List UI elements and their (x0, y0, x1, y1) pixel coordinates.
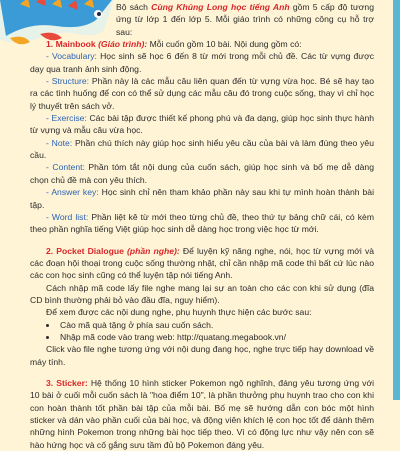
step-text: Click vào file nghe tương ứng với nội dung đang học, nghe trực tiếp hay download về máy tính. (30, 344, 374, 367)
item3-number: 3. (46, 377, 54, 388)
item1-subtitle: (Giáo trình): (98, 39, 148, 50)
item2-steps (30, 319, 374, 344)
item3-paragraph (30, 377, 374, 451)
feature-label: - Exercise: (46, 113, 87, 124)
feature-text: Phần này là các mẫu câu liên quan đến từ vựng vừa học. Bé sẽ hay tạo ra các tình huống để con có thể sử dụng các mẫu câu đó trong cuộc sống, thay vì chỉ học lý thuyết trên sách vở. (30, 76, 374, 111)
item2-para3: Để xem được các nội dung nghe, phụ huynh thực hiện các bước sau: (46, 307, 312, 318)
feature-text: Phần tóm tắt nội dung của cuốn sách, giúp học sinh và bố mẹ dễ dàng chọn chủ đề mà con yêu thích. (30, 162, 374, 185)
feature-text: Học sinh sẽ học 6 đến 8 từ mới trong mỗi chủ đề. Các từ vựng được dạy qua tranh ảnh sinh động. (30, 51, 374, 74)
item3-title: Sticker: (56, 377, 88, 388)
feature-content (30, 161, 374, 186)
feature-text: Các bài tập được thiết kế phong phú và đa dạng, giúp học sinh thực hành từ vựng và mẫu câu vừa học. (30, 113, 375, 136)
book-content (30, 1, 374, 451)
item2-subtitle: (phần nghe): (127, 245, 180, 256)
page-edge-stripe (393, 0, 400, 400)
feature-answer-key (30, 186, 374, 211)
item1-heading (30, 38, 374, 50)
feature-label: - Note: (46, 137, 73, 148)
item1-number: 1. (46, 39, 54, 50)
feature-label: - Vocabulary: (46, 51, 97, 62)
step-item: • Cào mã quà tặng ở phía sau cuốn sách. (58, 319, 374, 331)
feature-text: Học sinh chỉ nên tham khảo phần này sau khi tự mình hoàn thành bài tập. (30, 187, 374, 210)
feature-vocabulary (30, 50, 374, 75)
feature-exercise (30, 112, 374, 137)
section-gap (30, 236, 374, 245)
item2-title: Pocket Dialogue (56, 245, 124, 256)
step-item-click (30, 343, 374, 368)
section-gap (30, 368, 374, 377)
feature-text: Phần chú thích này giúp học sinh hiểu yêu cầu của bài và làm đúng theo yêu cầu. (30, 137, 374, 161)
step-item: • Nhập mã code vào trang web: http://quatang.megabook.vn/ (58, 331, 374, 343)
item1-text: Mỗi cuốn gồm 10 bài. Nội dung gồm có: (147, 39, 302, 50)
feature-label: - Word list: (46, 211, 89, 222)
series-name: Cùng Khủng Long học tiếng Anh (151, 2, 290, 12)
feature-text: Phần liệt kê từ mới theo từng chủ đề, theo thứ tự bảng chữ cái, có kèm theo phần nghĩa tiếng Việt giúp học sinh dễ dàng học trong việc học từ mới. (30, 211, 374, 235)
intro-paragraph (30, 1, 374, 38)
item3-text: Hệ thống 10 hình sticker Pokemon ngộ nghĩnh, đáng yêu tương ứng với 10 bài ở cuối mỗi cuốn sách là "hoa điểm 10", là phần thưởng phụ huynh trao cho con khi con hoàn thành tốt phần bài tập của mỗi bài. Bố mẹ sẽ hướng dẫn con bóc một hình sticker và dán vào phần cuối của bài học, và động viên khích lệ con học tốt để dành thêm những hình Pokemon trong những bài học tiếp theo. Vì có động lực như vậy nên con sẽ hào hứng học và cố gắng sưu tầm đủ bộ Pokemon đáng yêu. (30, 377, 375, 450)
feature-label: - Answer key: (46, 187, 99, 198)
item2-number: 2. (46, 245, 54, 256)
feature-label: - Structure: (46, 76, 90, 87)
item2-text: Để luyện kỹ năng nghe, nói, học từ vựng mới và các đoạn hội thoại trong cuộc sống thường nhật, chỉ cần nhập mã code thì bất cứ lúc nào các con học sinh cũng có thể luyện tập nói tiếng Anh. (30, 245, 375, 281)
intro-text: gồm 5 cấp độ tương ứng từ lớp 1 đến lớp 5. Mỗi giáo trình có những công cụ hỗ trợ sau: (116, 2, 374, 37)
item2-para2: Cách nhập mã code lấy file nghe mang lại sự an toàn cho các con khi sử dụng (đĩa CD bình thường phải bỏ vào đầu đĩa, nguy hiểm). (30, 282, 374, 305)
item2-heading (30, 245, 374, 282)
feature-note (30, 137, 374, 162)
feature-word-list (30, 211, 374, 236)
feature-structure (30, 75, 374, 112)
feature-label: - Content: (46, 162, 85, 173)
intro-prefix: Bộ sách (116, 2, 152, 12)
item1-title: Mainbook (55, 39, 96, 50)
